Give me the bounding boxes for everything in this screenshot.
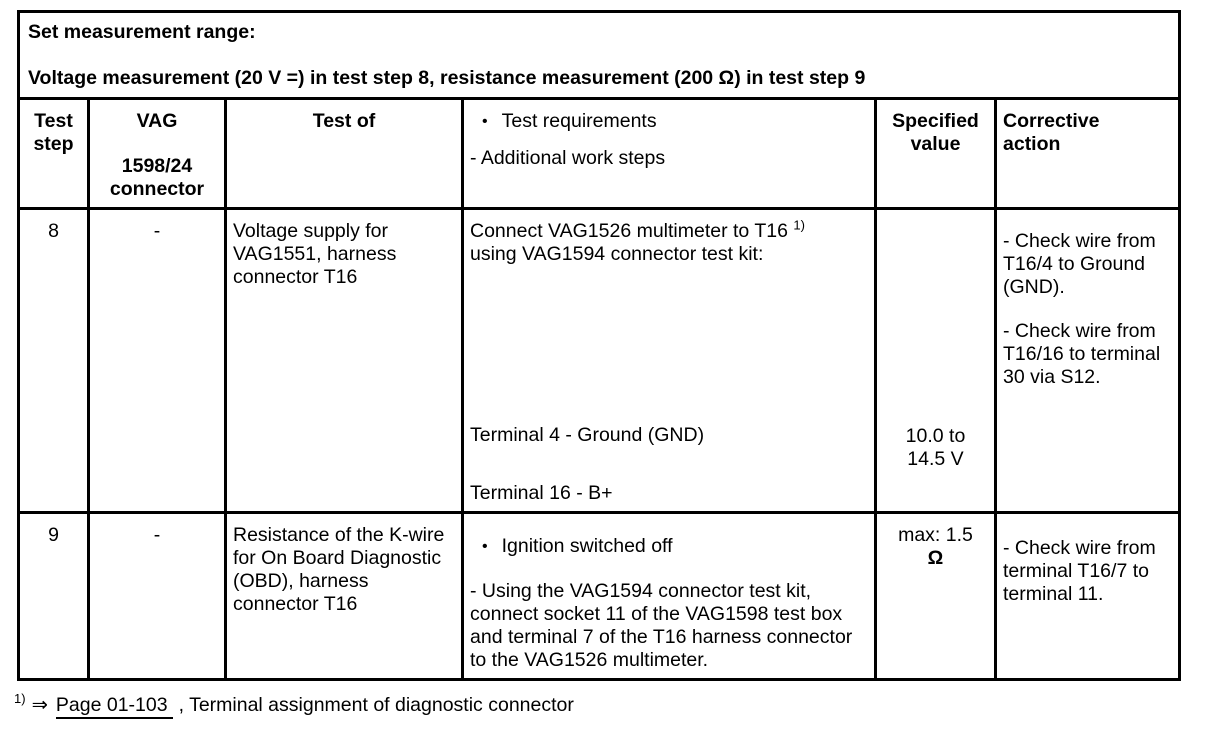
row9-test-of: Resistance of the K-wire for On Board Diagnostic (OBD), harness connector T16 xyxy=(226,513,463,680)
header-vag-connector xyxy=(89,99,226,209)
header-requirements xyxy=(463,99,876,209)
row8-vag: - xyxy=(89,209,226,513)
row8-action-2: - Check wire from T16/16 to terminal 30 via S12. xyxy=(1003,320,1161,388)
header-vag-top: VAG xyxy=(136,110,178,132)
row8-req-intro-line2: using VAG1594 connector test kit: xyxy=(470,243,764,265)
row9-value-line2: Ω xyxy=(927,547,944,569)
row9-step: 9 xyxy=(19,513,89,680)
row8-test-of: Voltage supply for VAG1551, harness connector T16 xyxy=(226,209,463,513)
row9-corrective-action xyxy=(996,513,1180,680)
double-arrow-icon: ⇒ xyxy=(31,693,48,716)
row9-requirements xyxy=(463,513,876,680)
row9-specified-value xyxy=(876,513,996,680)
table-title-row xyxy=(19,12,1180,99)
header-test-of: Test of xyxy=(226,99,463,209)
header-vag-bottom: 1598/24 connector xyxy=(109,155,205,200)
row8-specified-value xyxy=(876,209,996,513)
table-row-step-8 xyxy=(19,209,1180,513)
footnote-ref-marker: 1) xyxy=(793,217,805,233)
row8-req-intro xyxy=(470,217,868,266)
header-specified-value: Specified value xyxy=(876,99,996,209)
footnote-text: , Terminal assignment of diagnostic connector xyxy=(178,693,574,716)
table-header-row xyxy=(19,99,1180,209)
bullet-icon: • xyxy=(482,113,488,130)
row8-requirements xyxy=(463,209,876,513)
row9-value-line1: max: 1.5 xyxy=(898,524,973,546)
header-test-step: Test step xyxy=(19,99,89,209)
page-link[interactable]: Page 01-103 xyxy=(56,694,173,719)
row9-req-paragraph: - Using the VAG1594 connector test kit, connect socket 11 of the VAG1598 test box and terminal 7 of the T16 harness connector to the VAG1526 multimeter. xyxy=(470,580,853,671)
header-requirements-bullet-line xyxy=(470,110,868,133)
row9-vag: - xyxy=(89,513,226,680)
header-corrective-action-label: Corrective action xyxy=(1003,110,1100,155)
header-corrective-action xyxy=(996,99,1180,209)
header-requirements-label: Test requirements xyxy=(501,110,657,132)
row8-step: 8 xyxy=(19,209,89,513)
row8-terminal-4-line: Terminal 4 - Ground (GND) xyxy=(470,424,705,446)
row8-action-1: - Check wire from T16/4 to Ground (GND). xyxy=(1003,230,1156,298)
title-line-1: Set measurement range: xyxy=(28,21,256,43)
row8-value-line1: 10.0 to xyxy=(905,425,966,447)
row8-req-intro-line1: Connect VAG1526 multimeter to T16 xyxy=(470,220,788,242)
test-procedure-table xyxy=(17,10,1181,681)
title-line-2: Voltage measurement (20 V =) in test step 8, resistance measurement (200 Ω) in test step 9 xyxy=(28,67,866,89)
table-title-cell xyxy=(19,12,1180,99)
bullet-icon: • xyxy=(482,538,488,555)
row9-req-bullet-line xyxy=(470,535,868,558)
row8-terminal-16-line: Terminal 16 - B+ xyxy=(470,482,613,504)
row9-action-1: - Check wire from terminal T16/7 to terminal 11. xyxy=(1003,537,1156,605)
footnote xyxy=(14,687,574,717)
footnote-ref: 1) xyxy=(14,691,26,706)
row8-value-line2: 14.5 V xyxy=(907,448,964,470)
table-row-step-9 xyxy=(19,513,1180,680)
row8-corrective-action xyxy=(996,209,1180,513)
row9-req-bullet-text: Ignition switched off xyxy=(501,535,673,557)
header-additional-steps: - Additional work steps xyxy=(470,147,666,169)
